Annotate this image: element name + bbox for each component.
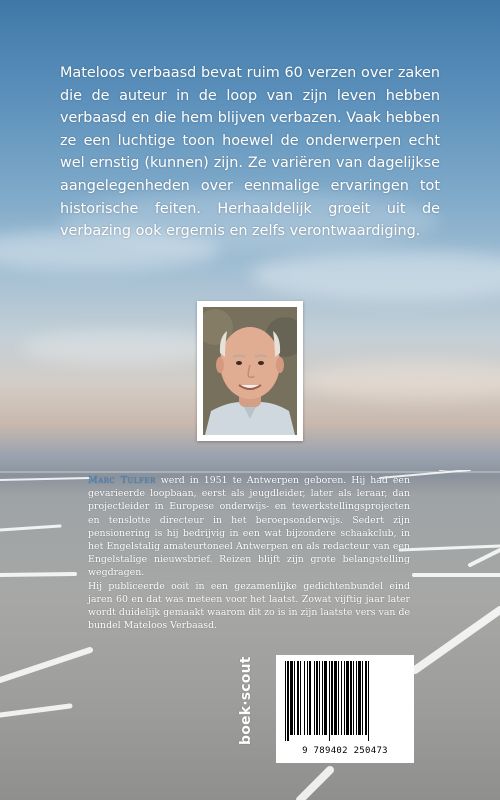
barcode-bar (307, 661, 308, 735)
barcode-bar (304, 661, 305, 735)
barcode-bar (358, 661, 361, 735)
publisher-logo: boek·scout (238, 656, 254, 745)
barcode-bar (338, 661, 339, 735)
barcode-bar (365, 661, 367, 735)
isbn-number: 9 789402 250473 (302, 746, 388, 756)
barcode-bar (287, 661, 289, 741)
barcode-bar (300, 661, 301, 735)
barcode-bar (353, 661, 354, 735)
barcode-bar (285, 661, 286, 741)
barcode-bar (346, 661, 349, 735)
barcode-bar (324, 661, 327, 735)
barcode-bar (341, 661, 342, 735)
bio-paragraph: Hij publiceerde ooit in een gezamenlijke gedichtenbundel eind jaren 60 en dat was meteen voor het laatst. Zowat vijftig jaar later wordt duidelijk gemaakt waarom dit zo is in zijn laatste vers van de bundel Mateloos Verbaasd. (88, 580, 410, 632)
barcode-bar (319, 661, 320, 735)
barcode-bar (362, 661, 363, 735)
author-photo (197, 301, 303, 441)
barcode-bar (297, 661, 299, 735)
author-portrait-icon (203, 307, 297, 435)
barcode-bar (316, 661, 318, 735)
barcode-bar (329, 661, 330, 741)
barcode-bar (334, 661, 337, 735)
barcode-bar (314, 661, 315, 735)
barcode-bar (322, 661, 323, 735)
barcode-bar (290, 661, 293, 735)
bio-text: werd in 1951 te Antwerpen geboren. Hij had een gevarieerde loopbaan, eerst als jeugdleider, later als leraar, dan projectleider in Europese onderwijs- en tewerkstellingsprojecten en tenslotte directeur in het beroepsonderwijs. Sedert zijn pensionering is hij bedrijvig in een wat bijzondere schaakclub, in het Engelstalig amateurtoneel Antwerpen en als redacteur van een Engelstalige nieuwsbrief. Reizen blijft zijn grote belangstelling wegdragen. (88, 475, 410, 579)
barcode-bar (294, 661, 295, 735)
cloud-shape (250, 250, 500, 300)
cloud-shape (20, 330, 220, 366)
barcode-bars (282, 661, 408, 741)
barcode-bar (331, 661, 333, 735)
bio-paragraph (88, 474, 410, 580)
blurb-text: Mateloos verbaasd bevat ruim 60 verzen over zaken die de auteur in de loop van zijn leven hebben verbaasd en die hem blijven verbazen. Vaak hebben ze een luchtige toon hoewel de onderwerpen echt wel ernstig (kunnen) zijn. Ze variëren van dagelijkse aangelegenheden over eenmalige ervaringen tot historische feiten. Herhaaldelijk groeit uit de verbazing ook ergernis en zelfs verontwaardiging. (60, 65, 440, 240)
author-biography (88, 474, 410, 632)
isbn-barcode (276, 655, 414, 763)
barcode-bar (309, 661, 311, 735)
author-name: Marc Tulfer (88, 475, 156, 486)
cloud-shape (300, 360, 500, 400)
barcode-bar (350, 661, 352, 735)
barcode-bar (344, 661, 345, 735)
barcode-bar (368, 661, 369, 741)
barcode-bar (356, 661, 357, 735)
